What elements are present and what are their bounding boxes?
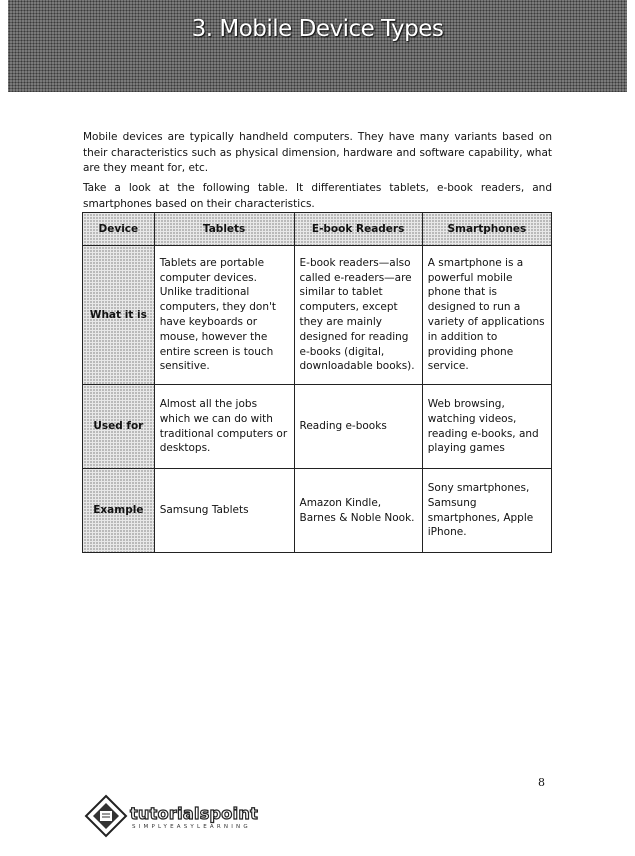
table-cell: E-book readers—also called e-readers—are similar to tablet computers, except they are mainly designed for reading e-books (digital, downloadable books). [294, 246, 422, 385]
column-header-smartphones: Smartphones [422, 213, 551, 246]
table-cell: Web browsing, watching videos, reading e-books, and playing games [422, 385, 551, 469]
table-row [83, 469, 552, 553]
table-cell: Tablets are portable computer devices. Unlike traditional computers, they don't have keyboards or mouse, however the entire screen is touch sensitive. [154, 246, 294, 385]
row-header-used-for: Used for [83, 385, 155, 469]
intro-paragraph: Mobile devices are typically handheld computers. They have many variants based on their characteristics such as physical dimension, hardware and software capability, what are they meant for, etc. [83, 131, 552, 174]
table-cell: Amazon Kindle, Barnes & Noble Nook. [294, 469, 422, 553]
chapter-banner [8, 0, 627, 92]
table-cell: Reading e-books [294, 385, 422, 469]
row-header-what-it-is: What it is [83, 246, 155, 385]
device-comparison-table [82, 212, 552, 553]
lead-paragraph: Take a look at the following table. It differentiates tablets, e-book readers, and smartphones based on their characteristics. [83, 182, 552, 210]
chapter-title: 3. Mobile Device Types [191, 16, 444, 42]
table-cell: Samsung Tablets [154, 469, 294, 553]
logo-tagline: SIMPLYEASYLEARNING [132, 824, 251, 830]
table-row [83, 385, 552, 469]
row-header-example: Example [83, 469, 155, 553]
table-header-row [83, 213, 552, 246]
table-cell: Sony smartphones, Samsung smartphones, Apple iPhone. [422, 469, 551, 553]
table-cell: Almost all the jobs which we can do with traditional computers or desktops. [154, 385, 294, 469]
column-header-tablets: Tablets [154, 213, 294, 246]
column-header-ebook-readers: E-book Readers [294, 213, 422, 246]
logo-emblem-icon [84, 794, 128, 838]
table-cell: A smartphone is a powerful mobile phone that is designed to run a variety of applications in addition to providing phone service. [422, 246, 551, 385]
table-row [83, 246, 552, 385]
page-number: 8 [538, 776, 545, 789]
logo-wordmark: tutorialspoint [130, 804, 259, 823]
column-header-device: Device [83, 213, 155, 246]
tutorialspoint-logo [84, 792, 264, 842]
